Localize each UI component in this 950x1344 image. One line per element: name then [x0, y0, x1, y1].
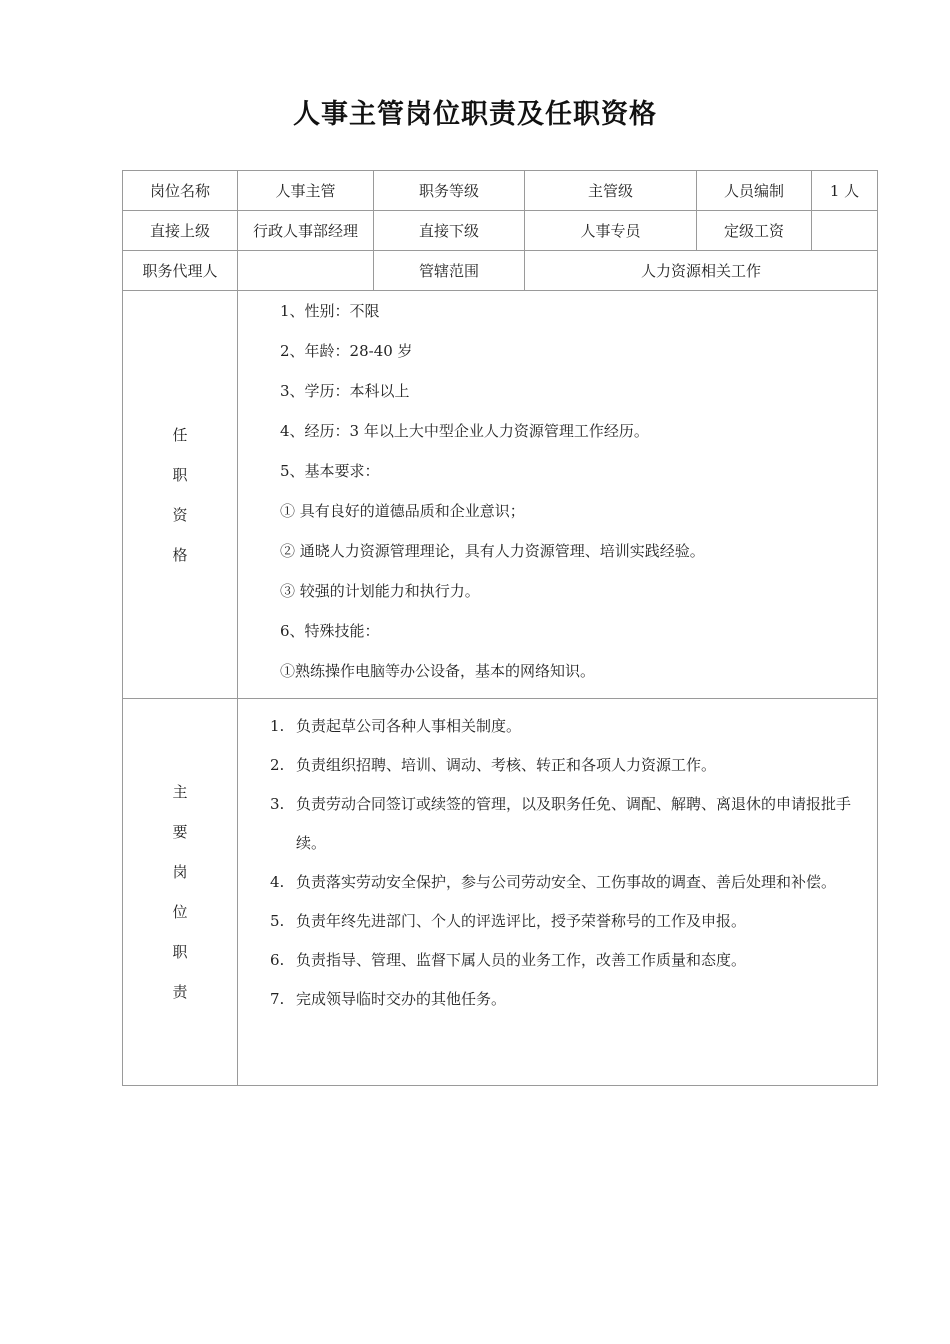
qualifications-label-char: 资 [172, 505, 188, 524]
grade-value: 主管级 [525, 171, 697, 211]
duties-label-char: 职 [172, 943, 188, 961]
salary-value [812, 211, 878, 251]
salary-label: 定级工资 [697, 211, 812, 251]
duty-text: 负责落实劳动安全保护，参与公司劳动安全、工伤事故的调查、善后处理和补偿。 [296, 873, 837, 891]
duty-text: 完成领导临时交办的其他任务。 [296, 990, 507, 1008]
info-row-2 [123, 211, 878, 251]
qualifications-label [123, 291, 238, 699]
subordinate-label: 直接下级 [374, 211, 525, 251]
qualifications-label-char: 职 [172, 465, 188, 484]
duties-label-char: 责 [172, 983, 188, 1001]
qualification-item: 1、性别：不限 [280, 302, 380, 320]
duty-item [270, 941, 871, 980]
duties-label-char: 岗 [172, 863, 188, 881]
duty-item [270, 707, 871, 746]
duties-label-char: 要 [172, 823, 188, 841]
duty-item [270, 863, 871, 902]
headcount-label: 人员编制 [697, 171, 812, 211]
scope-label: 管辖范围 [374, 251, 525, 291]
page-title: 人事主管岗位职责及任职资格 [293, 99, 657, 130]
position-value: 人事主管 [238, 171, 374, 211]
duties-label [123, 699, 238, 1086]
duty-item [270, 902, 871, 941]
duties-label-char: 位 [172, 903, 188, 921]
info-row-1 [123, 171, 878, 211]
headcount-value: 1 人 [812, 171, 878, 211]
duty-text: 负责起草公司各种人事相关制度。 [296, 717, 522, 735]
duty-text: 负责指导、管理、监督下属人员的业务工作，改善工作质量和态度。 [296, 951, 747, 969]
qualification-item: 6、特殊技能： [280, 622, 380, 640]
duty-item [270, 980, 871, 1019]
duties-row [123, 699, 878, 1086]
subordinate-value: 人事专员 [525, 211, 697, 251]
duty-number: 1. [270, 717, 285, 735]
scope-value: 人力资源相关工作 [525, 251, 878, 291]
duty-number: 2. [270, 756, 285, 774]
qualification-item: 5、基本要求： [280, 462, 380, 480]
job-description-table [122, 170, 878, 1086]
duties-content [238, 699, 878, 1086]
duties-label-char: 主 [172, 783, 188, 801]
qualification-item: 3、学历：本科以上 [280, 382, 410, 400]
duty-text: 负责劳动合同签订或续签的管理，以及职务任免、调配、解聘、离退休的申请报批手续。 [296, 795, 852, 852]
info-row-3 [123, 251, 878, 291]
qualification-item: ①熟练操作电脑等办公设备，基本的网络知识。 [280, 662, 596, 680]
qualification-item: ① 具有良好的道德品质和企业意识； [280, 502, 525, 520]
qualifications-row [123, 291, 878, 699]
qualifications-label-char: 任 [172, 425, 188, 444]
qualifications-content [238, 291, 878, 699]
deputy-value [238, 251, 374, 291]
qualification-item: ③ 较强的计划能力和执行力。 [280, 582, 480, 600]
qualification-item: 4、经历：3 年以上大中型企业人力资源管理工作经历。 [280, 422, 649, 440]
duty-number: 5. [270, 912, 285, 930]
superior-value: 行政人事部经理 [238, 211, 374, 251]
duty-number: 6. [270, 951, 285, 969]
qualification-item: 2、年龄：28-40 岁 [280, 342, 413, 360]
duty-item [270, 746, 871, 785]
duty-number: 7. [270, 990, 285, 1008]
duty-item [270, 785, 871, 863]
qualifications-label-char: 格 [172, 545, 188, 564]
superior-label: 直接上级 [123, 211, 238, 251]
duty-number: 3. [270, 795, 285, 813]
deputy-label: 职务代理人 [123, 251, 238, 291]
duty-text: 负责年终先进部门、个人的评选评比，授予荣誉称号的工作及申报。 [296, 912, 747, 930]
duty-text: 负责组织招聘、培训、调动、考核、转正和各项人力资源工作。 [296, 756, 717, 774]
grade-label: 职务等级 [374, 171, 525, 211]
qualification-item: ② 通晓人力资源管理理论，具有人力资源管理、培训实践经验。 [280, 542, 705, 560]
duty-number: 4. [270, 873, 285, 891]
position-label: 岗位名称 [123, 171, 238, 211]
